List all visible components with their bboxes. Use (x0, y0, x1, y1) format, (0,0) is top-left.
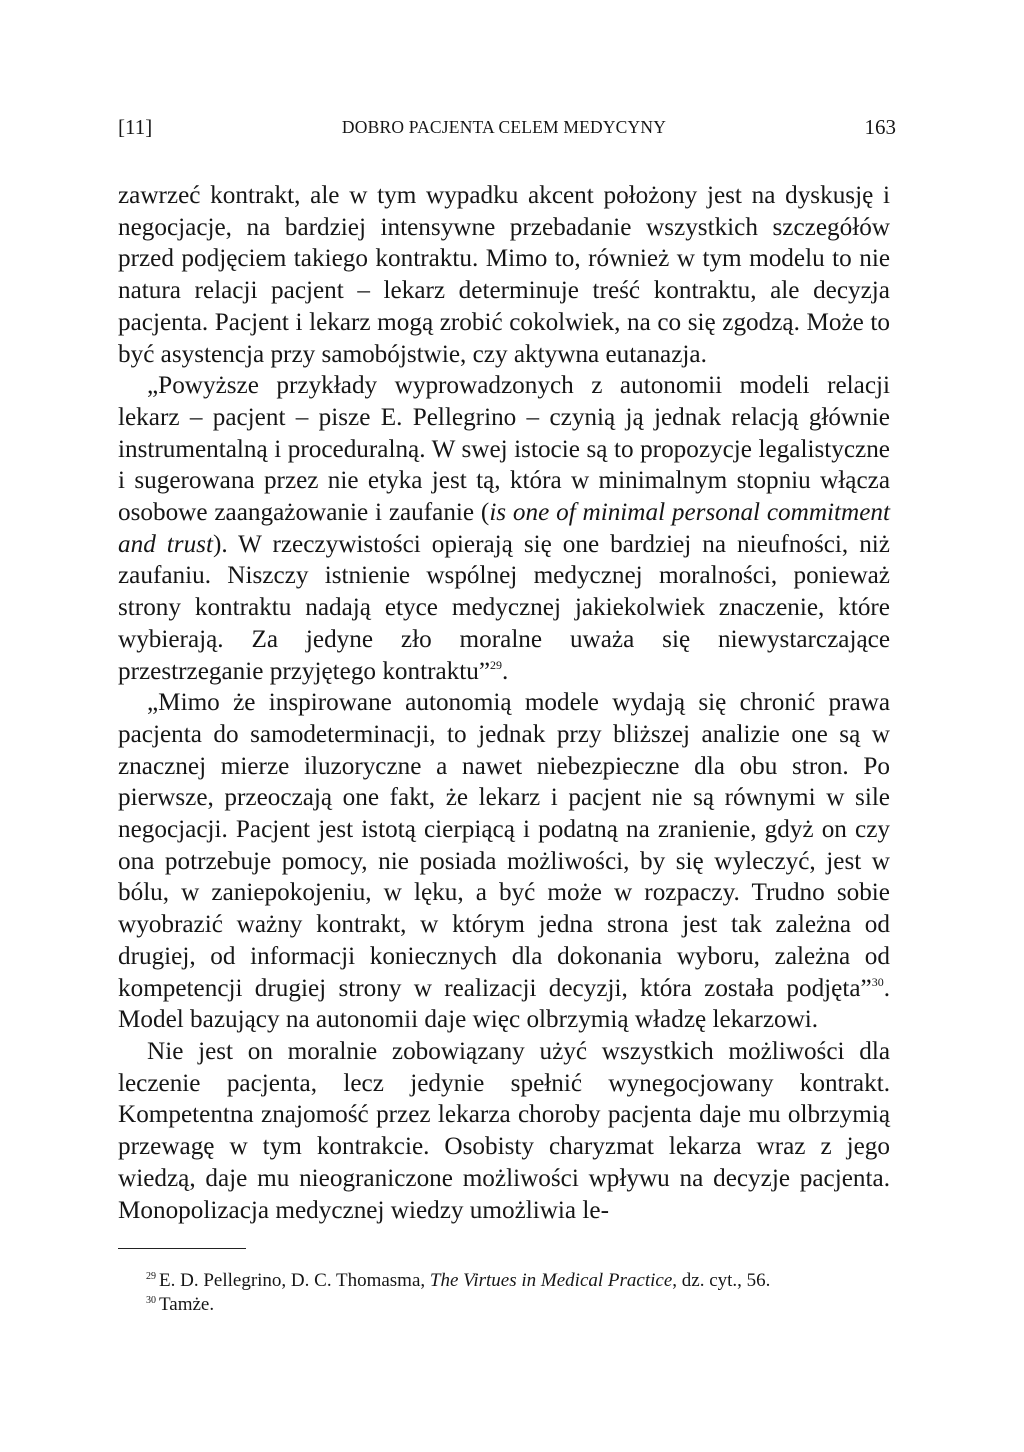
footnote-divider (118, 1248, 246, 1249)
paragraph-1-text: zawrzeć kontrakt, ale w tym wypadku akcent położony jest na dyskusję i negocjacje, na bardziej intensywne przebadanie wszystkich szczegółów przed podjęciem takiego kontraktu. Mimo to, również w tym modelu to nie natura relacji pacjent – lekarz determinuje treść kontraktu, ale decyzja pacjenta. Pacjent i lekarz mogą zrobić cokolwiek, na co się zgodzą. Może to być asystencja przy samobójstwie, czy aktywna eutanazja. (118, 182, 890, 368)
paragraph-1 (118, 180, 890, 370)
footnote-text: Tamże. (159, 1294, 215, 1316)
page-number: 163 (864, 115, 896, 139)
paragraph-3 (118, 687, 890, 1036)
footnote-29 (146, 1269, 890, 1293)
paragraph-2-text-b: ). W rzeczywistości opierają się one bardziej na nieufności, niż zaufaniu. Niszczy istnienie wspólnej medycznej moralności, ponieważ strony kontraktu nadają etyce medycznej jakiekolwiek znaczenie, które wybierają. Za jedyne zło moralne uważa się niewystarczające przestrzeganie przyjętego kontraktu” (118, 530, 890, 685)
footnote-ref-29: 29 (490, 657, 503, 672)
footnote-ref-30: 30 (871, 974, 884, 989)
paragraph-2 (118, 370, 890, 687)
paragraph-3-text-a: „Mimo że inspirowane autonomią modele wydają się chronić prawa pacjenta do samodeterminacji, to jednak przy bliższej analizie one są w znacznej mierze iluzoryczne a nawet niebezpieczne dla obu stron. Po pierwsze, przeoczają one fakt, że lekarz i pacjent nie są równymi w sile negocjacji. Pacjent jest istotą cierpiącą i podatną na zranienie, gdyż on czy ona potrzebuje pomocy, nie posiada możliwości, by się wyleczyć, jest w bólu, w zaniepokojeniu, w lęku, a być może w rozpaczy. Trudno sobie wyobrazić ważny kontrakt, w którym jedna strona jest tak zależna od drugiej, od informacji koniecznych dla dokonania wyboru, zależna od kompetencji drugiej strony w realizacji decyzji, która została podjęta” (118, 689, 890, 1002)
footnote-book-title: The Virtues in Medical Practice (429, 1270, 673, 1292)
section-number: [11] (118, 115, 153, 139)
footnotes (146, 1269, 890, 1317)
footnote-text-end: , dz. cyt., 56. (672, 1270, 771, 1292)
paragraph-2-text-a: „Powyższe przykłady wyprowadzonych z autonomii modeli relacji lekarz – pacjent – pisze E. Pellegrino – czynią ją jednak relacją głównie instrumentalną i proceduralną. W swej istocie są to propozycje legalistyczne i sugerowana przez nie etyka jest tą, która w minimalnym stopniu włącza osobowe zaangażowanie i zaufanie ( (118, 372, 890, 527)
footnote-text: E. D. Pellegrino, D. C. Thomasma, (159, 1270, 430, 1292)
footnote-number: 29 (146, 1271, 156, 1283)
paragraph-3-text-b: . Model bazujący na autonomii daje więc olbrzymią władzę lekarzowi. (118, 974, 890, 1034)
running-head (118, 110, 896, 144)
paragraph-2-english-quote: is one of minimal personal commitment and trust (118, 499, 890, 558)
footnote-30 (146, 1293, 890, 1317)
paragraph-4-text: Nie jest on moralnie zobowiązany użyć wszystkich możliwości dla leczenie pacjenta, lecz jedynie spełnić wynegocjowany kontrakt. Kompetentna znajomość przez lekarza choroby pacjenta daje mu olbrzymią przewagę w tym kontrakcie. Osobisty charyzmat lekarza wraz z jego wiedzą, daje mu nieograniczone możliwości wpływu na decyzje pacjenta. Monopolizacja medycznej wiedzy umożliwia le- (118, 1037, 890, 1224)
running-title: DOBRO PACJENTA CELEM MEDYCYNY (341, 117, 667, 137)
paragraph-2-end: . (502, 657, 509, 685)
book-page (118, 110, 896, 1317)
paragraph-4 (118, 1036, 890, 1226)
body-text (118, 180, 890, 1226)
footnote-number: 30 (146, 1295, 156, 1307)
